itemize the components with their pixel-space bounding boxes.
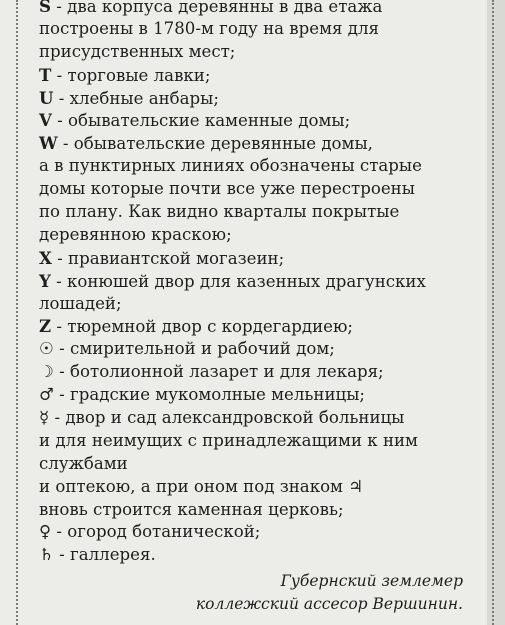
legend-line <box>39 132 479 155</box>
legend-text: - двор и сад александровской больницы <box>49 408 405 428</box>
legend-line <box>39 201 479 224</box>
signature-name: коллежский ассесор Вершинин. <box>195 594 463 613</box>
legend-text: - тюремной двор с кордегардиею; <box>51 317 354 337</box>
legend-line <box>39 499 479 522</box>
legend-symbol-icon: ☉ <box>39 339 54 359</box>
legend-text: - обывательские каменные домы; <box>51 111 351 131</box>
legend-line <box>39 0 479 18</box>
legend-text: - конюшей двор для казенных драгунских <box>50 271 426 291</box>
legend-key: Y <box>39 270 51 291</box>
legend-line <box>39 293 479 316</box>
legend-text: - торговые лавки; <box>51 65 211 85</box>
legend-line <box>39 407 479 430</box>
legend-text: - галлерея. <box>53 545 156 565</box>
legend-text: - два корпуса деревянны в два етажа <box>50 0 383 16</box>
legend-text: построены в 1780-м году на время для <box>39 18 379 38</box>
legend-key: S <box>39 0 51 16</box>
legend-line <box>39 453 479 476</box>
legend-text: а в пунктирных линиях обозначены старые <box>39 156 422 176</box>
legend-key: T <box>39 64 52 85</box>
legend-text: - градские мукомолные мельницы; <box>53 385 366 405</box>
legend-line <box>39 87 479 110</box>
legend-text: службами <box>39 453 128 473</box>
legend-line <box>39 41 479 64</box>
legend-text: - смирительной и рабочий дом; <box>53 339 335 359</box>
map-legend-text <box>39 0 479 567</box>
legend-text: деревянною краскою; <box>39 224 232 244</box>
legend-line <box>39 224 479 247</box>
legend-line <box>39 178 479 201</box>
legend-key: Z <box>39 316 52 337</box>
legend-text: и оптекою, а при оном под знаком ♃ <box>39 476 364 496</box>
right-margin-strip <box>487 0 505 625</box>
legend-line <box>39 361 479 384</box>
legend-key: U <box>39 87 54 108</box>
legend-symbol-icon: ♄ <box>39 545 54 565</box>
legend-text: лошадей; <box>39 293 122 313</box>
legend-line <box>39 18 479 41</box>
legend-line <box>39 315 479 338</box>
legend-line <box>39 155 479 178</box>
legend-text: вновь строится каменная церковь; <box>39 499 344 519</box>
legend-text: - хлебные анбары; <box>53 88 219 108</box>
legend-key: W <box>39 133 58 154</box>
signature-block <box>196 570 463 616</box>
legend-line <box>39 247 479 270</box>
legend-line <box>39 521 479 544</box>
legend-symbol-icon: ♂ <box>39 385 54 405</box>
legend-text: - правиантской могазеин; <box>51 248 285 268</box>
legend-text: присудственных мест; <box>39 41 236 61</box>
legend-text: и для неимущих с принадлежащими к ним <box>39 430 418 450</box>
legend-line <box>39 544 479 567</box>
legend-text: - огород ботанической; <box>51 522 261 542</box>
left-dotted-border <box>16 0 18 625</box>
legend-line <box>39 338 479 361</box>
right-dotted-border <box>492 0 494 625</box>
legend-line <box>39 430 479 453</box>
legend-symbol-icon: ♀ <box>39 522 52 542</box>
legend-key: X <box>39 247 52 268</box>
legend-line <box>39 384 479 407</box>
signature-title: Губернский землемер <box>280 572 463 590</box>
legend-text: по плану. Как видно кварталы покрытые <box>39 202 400 222</box>
legend-text: - обывательские деревянные домы, <box>57 134 373 154</box>
legend-line <box>39 270 479 293</box>
legend-key: V <box>39 110 52 131</box>
legend-symbol-icon: ☽ <box>39 362 54 382</box>
legend-line <box>39 64 479 87</box>
legend-symbol-icon: ☿ <box>39 408 50 428</box>
legend-line <box>39 476 479 499</box>
legend-text: - ботолионной лазарет и для лекаря; <box>53 362 384 382</box>
legend-text: домы которые почти все уже перестроены <box>39 179 415 199</box>
legend-line <box>39 109 479 132</box>
